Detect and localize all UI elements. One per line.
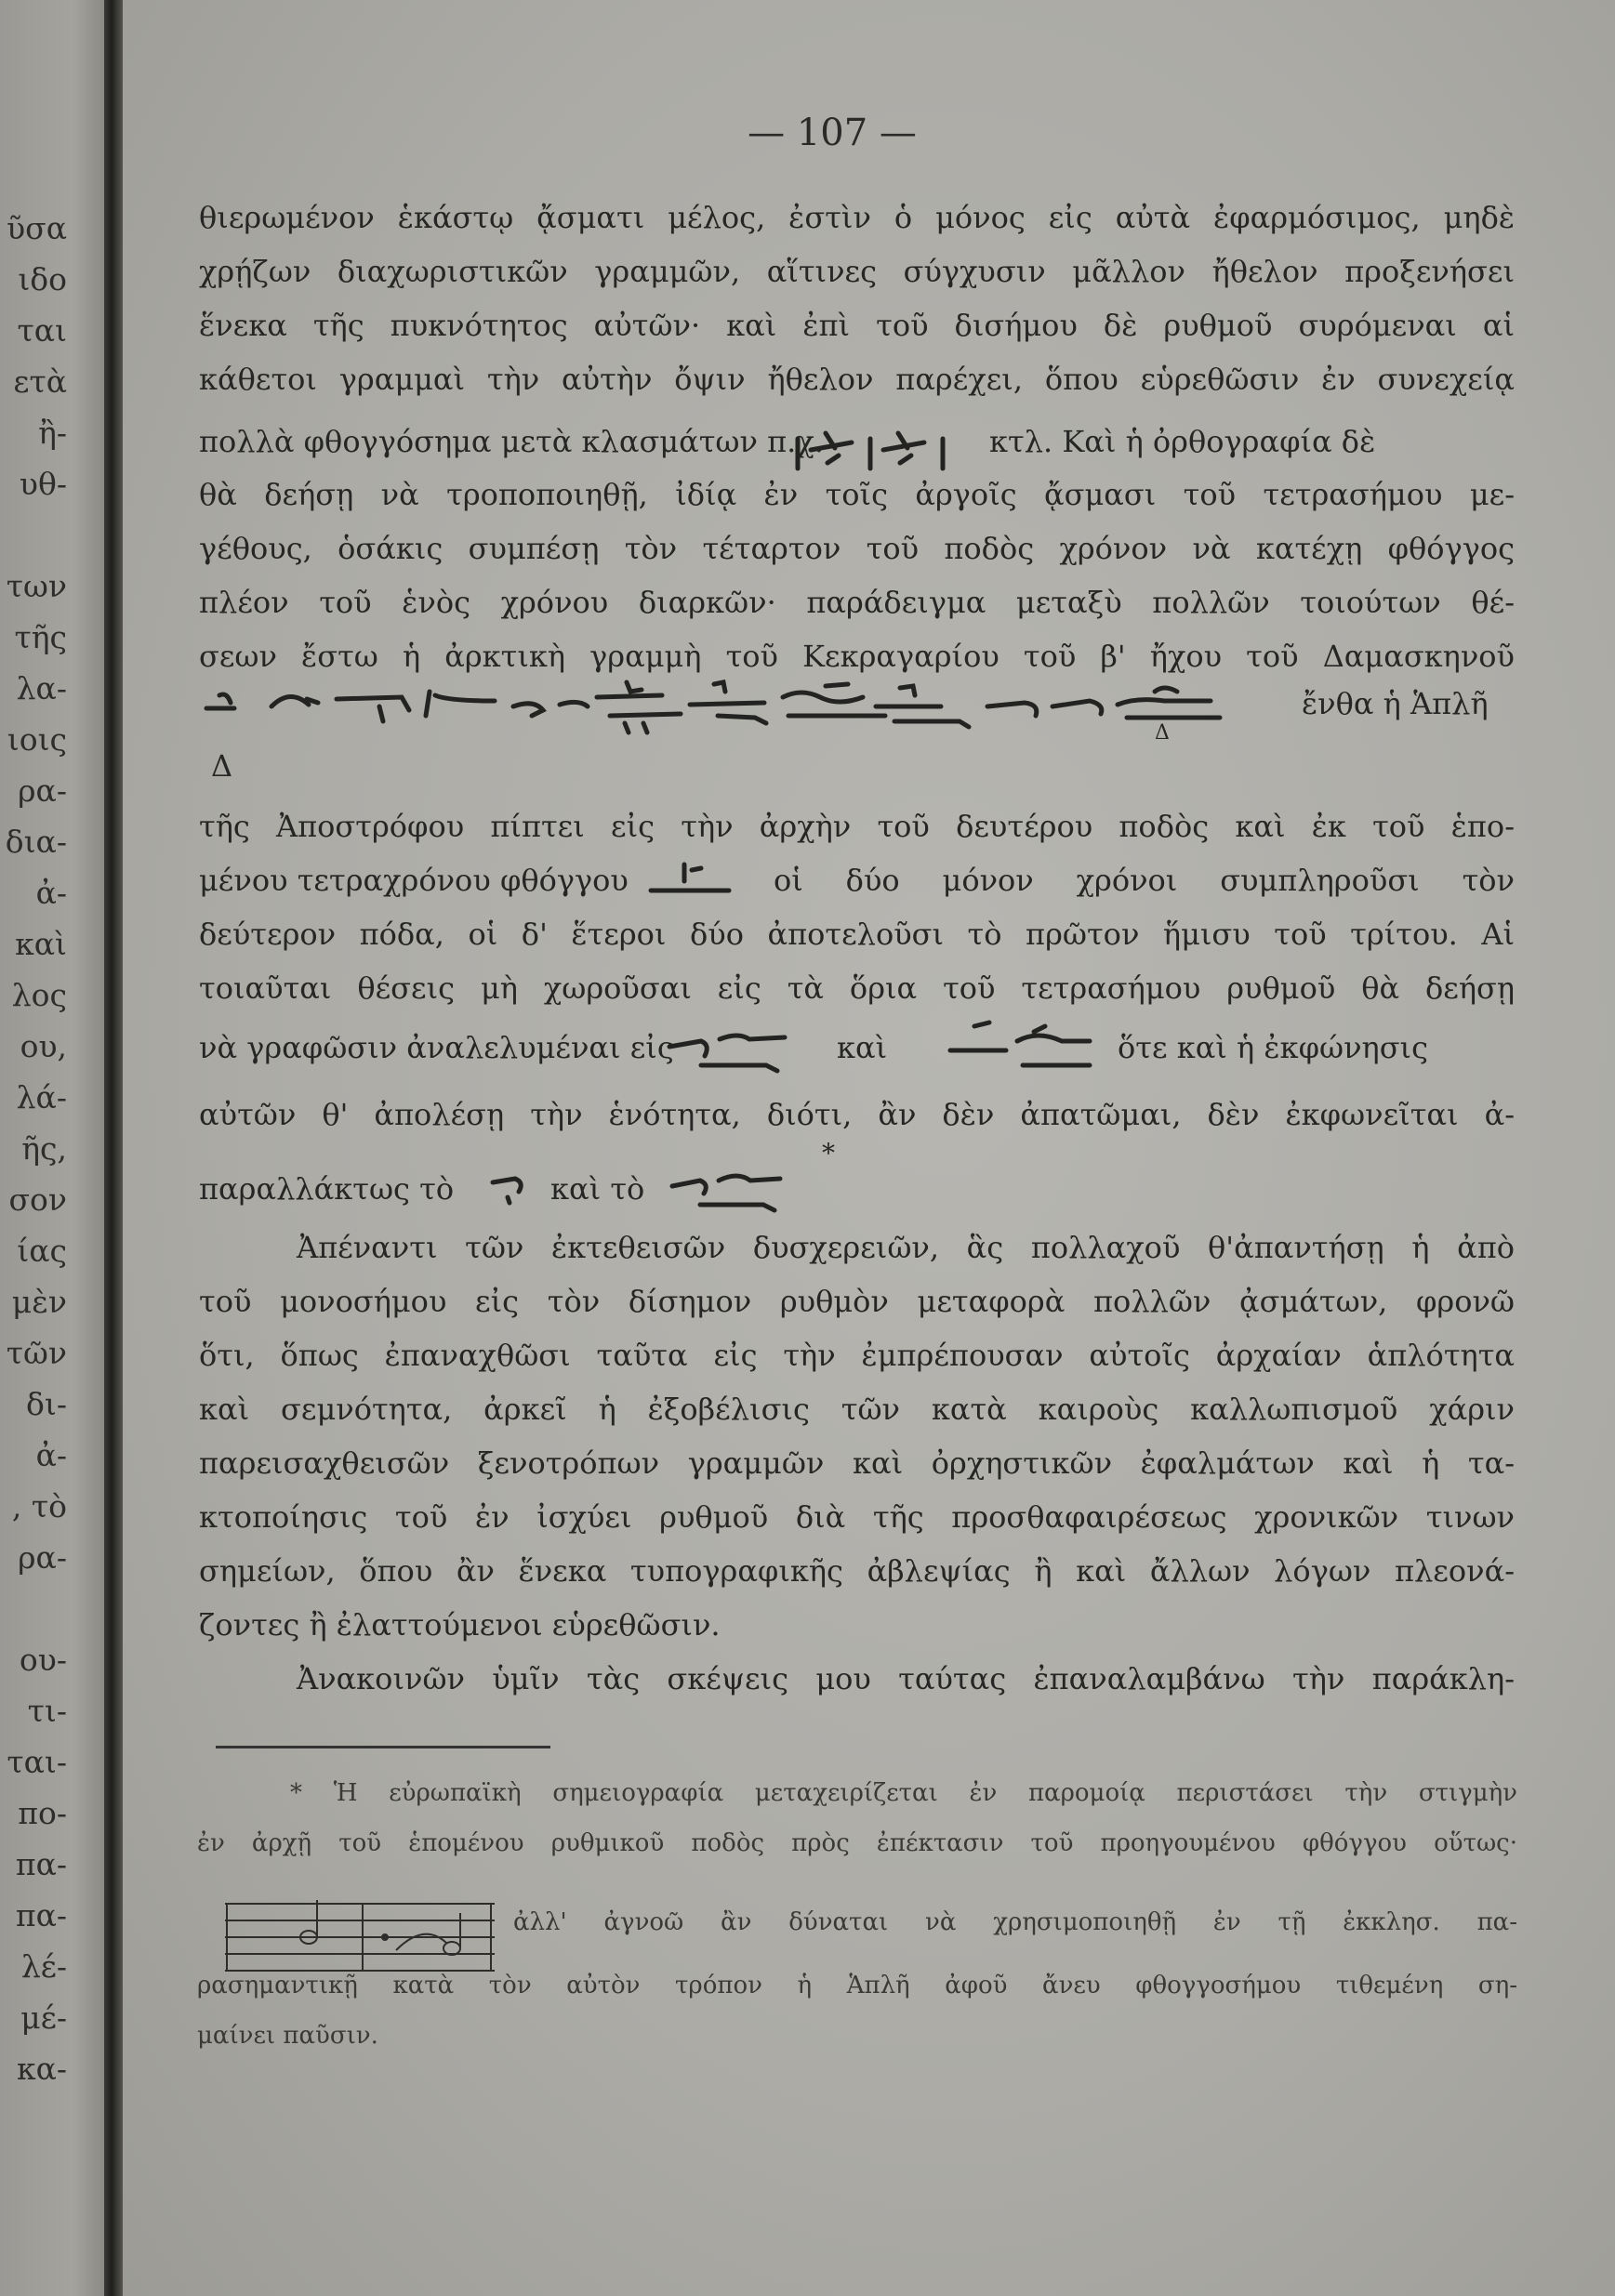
margin-fragment: των xyxy=(6,568,67,604)
conjunction-text: καὶ τὸ xyxy=(550,1171,645,1207)
margin-fragment: ἢ- xyxy=(38,415,67,451)
body-line: σεων ἔστω ἡ ἀρκτικὴ γραμμὴ τοῦ Κεκραγαρίου τοῦ β' ἤχου τοῦ Δαμασκηνοῦ xyxy=(199,639,1515,674)
margin-fragment: πα- xyxy=(15,1846,67,1882)
margin-fragment: ίας xyxy=(17,1233,67,1269)
margin-fragment: ἀ- xyxy=(35,1437,67,1473)
margin-fragment: πα- xyxy=(15,1897,67,1933)
body-line-end: κτλ. Καὶ ἡ ὀρθογραφία δὲ xyxy=(989,424,1376,459)
left-page-edge xyxy=(0,0,104,2296)
margin-fragment: ρα- xyxy=(18,1539,67,1576)
footnote-line: ρασημαντικῇ κατὰ τὸν αὐτὸν τρόπον ἡ Ἁπλῆ ἀφοῦ ἄνευ φθογγοσήμου τιθεμένη ση- xyxy=(197,1972,1517,1999)
book-gutter xyxy=(104,0,123,2296)
analyzed-neume-b xyxy=(941,1013,1108,1088)
body-line: τοῦ μονοσήμου εἰς τὸν δίσημον ρυθμὸν μεταφορὰ πολλῶν ᾀσμάτων, φρονῶ xyxy=(199,1284,1515,1319)
margin-fragment: ἀ- xyxy=(35,875,67,911)
margin-fragment: υθ- xyxy=(19,466,67,502)
body-line: ζοντες ἢ ἐλαττούμενοι εὑρεθῶσιν. xyxy=(199,1607,721,1643)
margin-fragment: λά- xyxy=(16,1079,67,1115)
delta-mark: Δ xyxy=(211,748,233,784)
analyzed-neume-a xyxy=(664,1019,803,1084)
footnote-rule xyxy=(216,1746,550,1748)
music-example-text: ἔνθα ἡ Ἁπλῆ xyxy=(1302,686,1489,721)
margin-fragment: ετὰ xyxy=(13,363,67,400)
body-line: παρεισαχθεισῶν ξενοτρόπων γραμμῶν καὶ ὀρχηστικῶν ἐφαλμάτων καὶ ἡ τα- xyxy=(199,1445,1515,1481)
footnote-line: ἐν ἀρχῇ τοῦ ἑπομένου ρυθμικοῦ ποδὸς πρὸς ἐπέκτασιν τοῦ προηγουμένου φθόγγου οὕτως· xyxy=(197,1829,1517,1857)
conjunction-text: καὶ xyxy=(837,1030,888,1065)
margin-fragment: ται xyxy=(17,312,67,349)
body-line: γέθους, ὁσάκις συμπέσῃ τὸν τέταρτον τοῦ ποδὸς χρόνον νὰ κατέχῃ φθόγγος xyxy=(199,531,1515,566)
margin-fragment: σον xyxy=(8,1181,67,1218)
body-line: τῆς Ἀποστρόφου πίπτει εἰς τὴν ἀρχὴν τοῦ δευτέρου ποδὸς καὶ ἐκ τοῦ ἑπο- xyxy=(199,809,1515,844)
body-line: καὶ σεμνότητα, ἀρκεῖ ἡ ἐξοβέλισις τῶν κατὰ καιροὺς καλλωπισμοῦ χάριν xyxy=(199,1392,1515,1427)
music-example-neumes xyxy=(197,679,1294,790)
body-line-end: οἱ δύο μόνον χρόνοι συμπληροῦσι τὸν xyxy=(774,863,1515,898)
neume-parallaktos-a xyxy=(487,1164,534,1210)
left-margin-fragments xyxy=(0,203,67,2094)
body-line-start: πολλὰ φθογγόσημα μετὰ κλασμάτων π.χ. xyxy=(199,424,824,459)
footnote-line: ἀλλ' ἀγνοῶ ἂν δύναται νὰ χρησιμοποιηθῇ ἐν τῇ ἐκκλησ. πα- xyxy=(513,1908,1517,1936)
margin-fragment: , τὸ xyxy=(11,1488,67,1524)
margin-fragment: καὶ xyxy=(15,926,67,962)
margin-fragment: μέ- xyxy=(20,1999,67,2036)
footnote-line: * Ἡ εὐρωπαϊκὴ σημειογραφία μεταχειρίζεται ἐν παρομοίᾳ περιστάσει τὴν στιγμὴν xyxy=(290,1779,1517,1807)
body-line: δεύτερον πόδα, οἱ δ' ἕτεροι δύο ἀποτελοῦσι τὸ πρῶτον ἥμισυ τοῦ τρίτου. Αἱ xyxy=(199,917,1515,952)
margin-fragment: ιδο xyxy=(18,261,67,297)
margin-fragment: πο- xyxy=(18,1795,67,1831)
small-delta-mark: Δ xyxy=(1155,721,1170,745)
margin-fragment: τι- xyxy=(27,1693,67,1729)
margin-fragment: λέ- xyxy=(20,1948,67,1985)
margin-fragment: ται- xyxy=(7,1744,67,1780)
body-line: σημείων, ὅπου ἂν ἕνεκα τυπογραφικῆς ἀβλεψίας ἢ καὶ ἄλλων λόγων πλεονά- xyxy=(199,1553,1515,1589)
margin-fragment: ῆς, xyxy=(21,1130,67,1167)
margin-fragment: ου- xyxy=(19,1642,67,1678)
page-number: — 107 — xyxy=(748,112,917,154)
margin-fragment xyxy=(0,509,67,561)
body-line-start: μένου τετραχρόνου φθόγγου xyxy=(199,863,629,898)
margin-fragment: τῶν xyxy=(6,1335,67,1371)
margin-fragment: ιοις xyxy=(7,721,67,758)
margin-fragment: μὲν xyxy=(11,1284,67,1320)
four-beat-neume xyxy=(643,853,746,907)
body-line: θιερωμένον ἑκάστῳ ᾄσματι μέλος, ἐστὶν ὁ μόνος εἰς αὐτὰ ἐφαρμόσιμος, μηδὲ xyxy=(199,200,1515,235)
footnote-star: * xyxy=(822,1138,835,1168)
margin-fragment: λα- xyxy=(16,670,67,706)
body-line: κτοποίησις τοῦ ἐν ἰσχύει ρυθμοῦ διὰ τῆς προσθαφαιρέσεως χρονικῶν τινων xyxy=(199,1499,1515,1535)
margin-fragment xyxy=(0,1583,67,1634)
body-line-start: νὰ γραφῶσιν ἀναλελυμέναι εἰς xyxy=(199,1030,674,1065)
margin-fragment: λος xyxy=(11,977,67,1013)
body-line-end: ὅτε καὶ ἡ ἐκφώνησις xyxy=(1118,1030,1428,1065)
body-line: πλέον τοῦ ἑνὸς χρόνου διαρκῶν· παράδειγμα μεταξὺ πολλῶν τοιούτων θέ- xyxy=(199,585,1515,620)
body-line: χρῄζων διαχωριστικῶν γραμμῶν, αἵτινες σύγχυσιν μᾶλλον ἤθελον προξενήσει xyxy=(199,254,1515,289)
body-line: ἕνεκα τῆς πυκνότητος αὐτῶν· καὶ ἐπὶ τοῦ δισήμου δὲ ρυθμοῦ συρόμεναι αἱ xyxy=(199,308,1515,343)
margin-fragment: ου, xyxy=(20,1028,67,1064)
margin-fragment: ρα- xyxy=(18,772,67,809)
body-line: ὅτι, ὅπως ἐπαναχθῶσι ταῦτα εἰς τὴν ἐμπρέπουσαν αὐτοῖς ἀρχαίαν ἁπλότητα xyxy=(199,1338,1515,1373)
footnote-line: μαίνει παῦσιν. xyxy=(197,2022,378,2050)
neume-parallaktos-b xyxy=(667,1158,788,1220)
body-line-start: παραλλάκτως τὸ xyxy=(199,1171,455,1207)
body-line: αὐτῶν θ' ἀπολέσῃ τὴν ἑνότητα, διότι, ἂν δὲν ἀπατῶμαι, δὲν ἐκφωνεῖται ἀ- xyxy=(199,1097,1515,1132)
margin-fragment: δια- xyxy=(5,824,67,860)
margin-fragment: δι- xyxy=(26,1386,67,1422)
body-line: Ἀνακοινῶν ὑμῖν τὰς σκέψεις μου ταύτας ἐπαναλαμβάνω τὴν παράκλη- xyxy=(297,1661,1515,1696)
margin-fragment: τῆς xyxy=(14,619,67,655)
margin-fragment: κα- xyxy=(16,2051,67,2087)
margin-fragment: ῦσα xyxy=(7,210,67,246)
body-line: θὰ δεήσῃ νὰ τροποποιηθῇ, ἰδίᾳ ἐν τοῖς ἀργοῖς ᾄσμασι τοῦ τετρασήμου με- xyxy=(199,477,1515,512)
body-line: τοιαῦται θέσεις μὴ χωροῦσαι εἰς τὰ ὅρια τοῦ τετρασήμου ρυθμοῦ θὰ δεήσῃ xyxy=(199,970,1515,1006)
book-page xyxy=(123,0,1615,2296)
body-line: Ἀπέναντι τῶν ἐκτεθεισῶν δυσχερειῶν, ἃς πολλαχοῦ θ'ἀπαντήσῃ ἡ ἀπὸ xyxy=(297,1230,1515,1265)
body-line: κάθετοι γραμμαὶ τὴν αὐτὴν ὄψιν ἤθελον παρέχει, ὅπου εὑρεθῶσιν ἐν συνεχείᾳ xyxy=(199,362,1515,397)
